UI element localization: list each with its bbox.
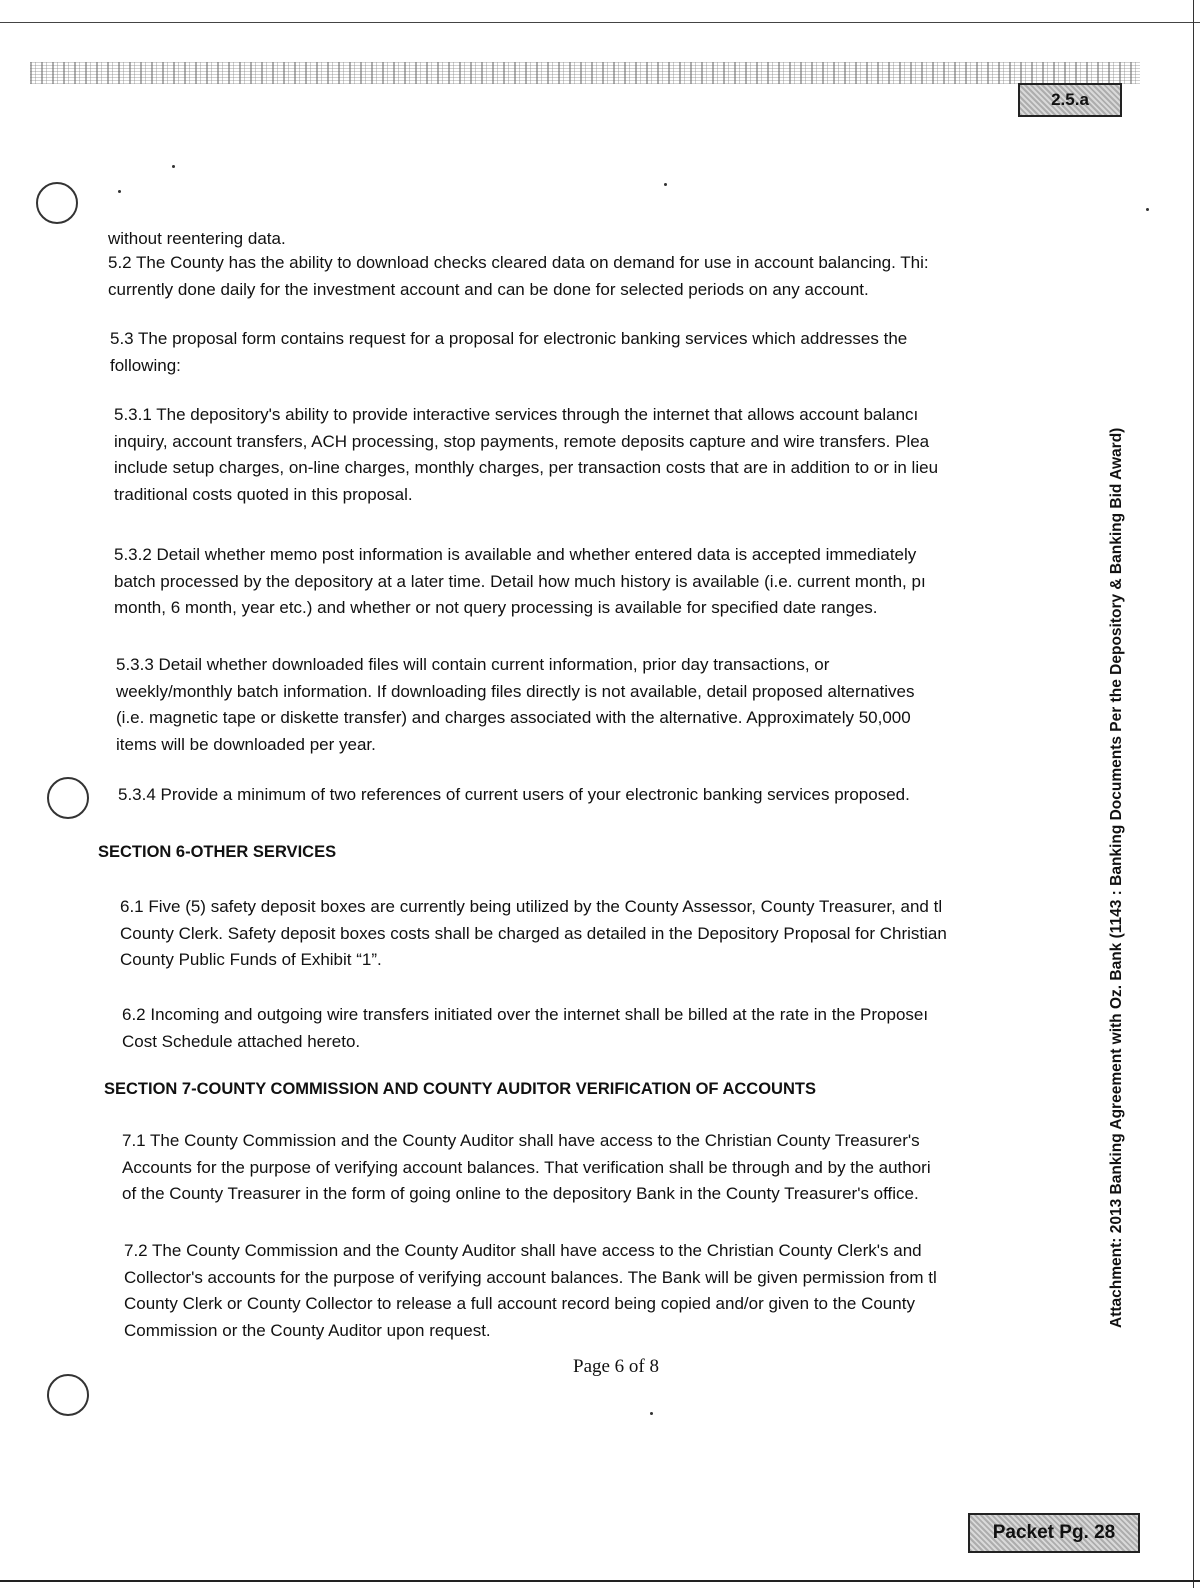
- paragraph-5-3-3: [116, 652, 1100, 758]
- text-line: following:: [110, 355, 181, 375]
- text-line: 5.3.3 Detail whether downloaded files will contain current information, prior day transactions, or: [116, 655, 830, 674]
- text-line: Cost Schedule attached hereto.: [122, 1031, 361, 1051]
- scan-speck: [118, 190, 121, 193]
- text-line: weekly/monthly batch information. If downloading files directly is not available, detail proposed alternatives: [116, 681, 915, 701]
- page-number: Page 6 of 8: [573, 1356, 660, 1377]
- paragraph-7-1: [122, 1128, 1100, 1208]
- scan-noise-band: [30, 62, 1140, 84]
- text-line: County Clerk or County Collector to release a full account record being copied and/or given to the County: [124, 1294, 915, 1313]
- scan-speck: [172, 165, 175, 168]
- text-line: Accounts for the purpose of verifying account balances. That verification shall be through and by the authori: [122, 1157, 931, 1177]
- text-line: of the County Treasurer in the form of going online to the depository Bank in the County Treasurer's office.: [122, 1184, 919, 1203]
- text-line: 7.2 The County Commission and the County Auditor shall have access to the Christian County Clerk's and: [124, 1241, 922, 1260]
- paragraph-6-2: [122, 1002, 1100, 1055]
- section-7-heading: SECTION 7-COUNTY COMMISSION AND COUNTY AUDITOR VERIFICATION OF ACCOUNTS: [104, 1080, 816, 1098]
- paragraph-5-3-1: [114, 402, 1100, 508]
- paragraph-5-3: [110, 326, 1100, 379]
- paragraph-5-3-2: [114, 542, 1100, 622]
- paragraph-6-1: [120, 894, 1100, 974]
- scan-speck: [1146, 208, 1149, 211]
- packet-page-label: Packet Pg. 28: [992, 1522, 1116, 1543]
- text-line: include setup charges, on-line charges, monthly charges, per transaction costs that are in addition to or in lieu: [114, 458, 939, 477]
- text-line: 5.3.4 Provide a minimum of two references of current users of your electronic banking services proposed.: [118, 785, 910, 804]
- paragraph-5-1-continuation: [108, 226, 1098, 253]
- section-number-stamp: [1018, 83, 1122, 117]
- punch-hole-icon: [47, 1374, 89, 1416]
- text-line: 6.2 Incoming and outgoing wire transfers initiated over the internet shall be billed at the rate in the Proposeı: [122, 1005, 929, 1024]
- text-line: without reentering data.: [108, 229, 286, 248]
- text-line: batch processed by the depository at a later time. Detail how much history is available (i.e. current month, pı: [114, 571, 926, 591]
- paragraph-5-2: [108, 250, 1098, 303]
- punch-hole-icon: [36, 182, 78, 224]
- page-right-edge: [1193, 0, 1194, 1588]
- text-line: Commission or the County Auditor upon request.: [124, 1320, 491, 1340]
- paragraph-5-3-4: [118, 782, 1100, 809]
- text-line: County Public Funds of Exhibit “1”.: [120, 950, 382, 969]
- text-line: 5.2 The County has the ability to download checks cleared data on demand for use in account balancing. Thi:: [108, 253, 929, 272]
- punch-hole-icon: [47, 777, 89, 819]
- text-line: County Clerk. Safety deposit boxes costs shall be charged as detailed in the Depository Proposal for Christian: [120, 923, 947, 943]
- page-top-edge: [0, 22, 1200, 23]
- text-line: 7.1 The County Commission and the County Auditor shall have access to the Christian County Treasurer's: [122, 1131, 920, 1150]
- paragraph-7-2: [124, 1238, 1100, 1344]
- attachment-side-caption: Attachment: 2013 Banking Agreement with Oz. Bank (1143 : Banking Documents Per the Depository & Banking Bid Award): [1108, 427, 1125, 1328]
- text-line: month, 6 month, year etc.) and whether or not query processing is available for specified date ranges.: [114, 598, 878, 617]
- section-number-label: 2.5.a: [1051, 90, 1089, 109]
- text-line: 5.3 The proposal form contains request for a proposal for electronic banking services which addresses the: [110, 329, 908, 348]
- text-line: Collector's accounts for the purpose of verifying account balances. The Bank will be given permission from tl: [124, 1267, 937, 1287]
- text-line: (i.e. magnetic tape or diskette transfer) and charges associated with the alternative. Approximately 50,000: [116, 708, 911, 727]
- scan-speck: [650, 1412, 653, 1415]
- text-line: currently done daily for the investment account and can be done for selected periods on any account.: [108, 279, 869, 299]
- text-line: 5.3.2 Detail whether memo post information is available and whether entered data is accepted immediately: [114, 545, 917, 564]
- text-line: inquiry, account transfers, ACH processing, stop payments, remote deposits capture and wire transfers. Plea: [114, 431, 930, 451]
- packet-page-stamp: [968, 1513, 1140, 1553]
- section-6-heading: SECTION 6-OTHER SERVICES: [98, 843, 337, 861]
- text-line: 6.1 Five (5) safety deposit boxes are currently being utilized by the County Assessor, County Treasurer, and tl: [120, 897, 943, 916]
- page-bottom-edge: [0, 1580, 1200, 1582]
- scan-speck: [664, 183, 667, 186]
- text-line: traditional costs quoted in this proposal.: [114, 484, 413, 504]
- text-line: items will be downloaded per year.: [116, 734, 376, 754]
- text-line: 5.3.1 The depository's ability to provide interactive services through the internet that allows account balancı: [114, 405, 919, 424]
